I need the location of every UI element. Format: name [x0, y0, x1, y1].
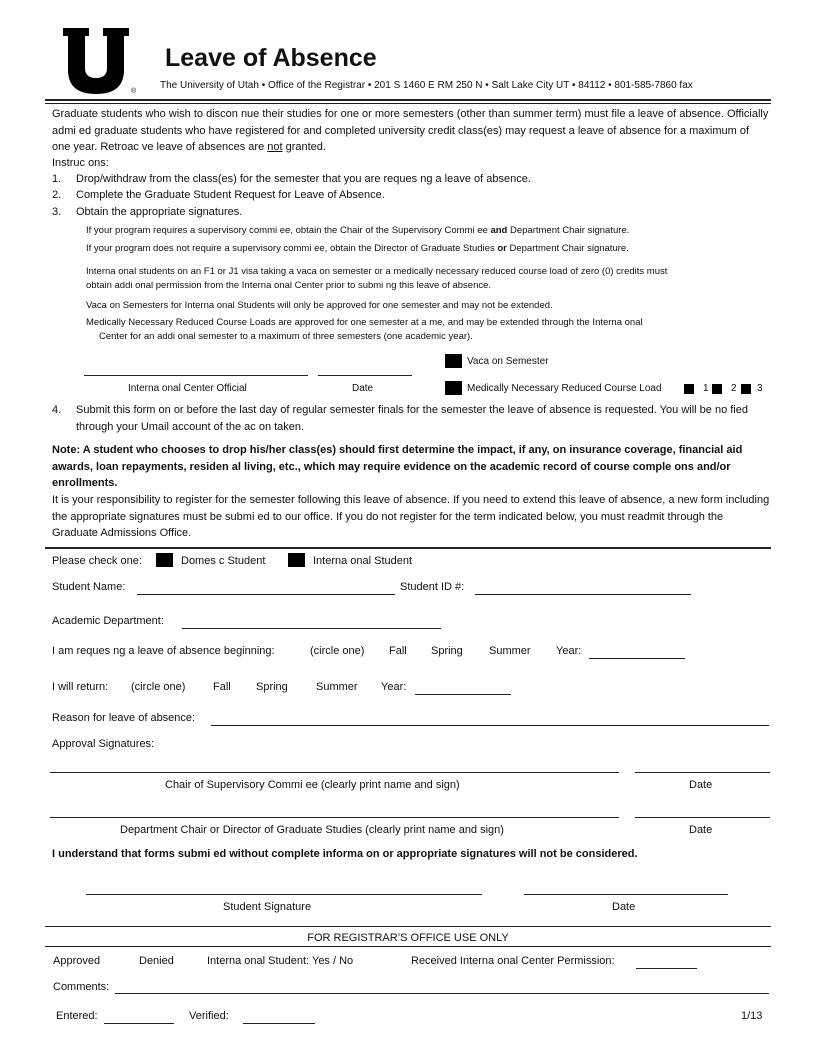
- load-option-2-checkbox[interactable]: [712, 384, 722, 394]
- student-date-field[interactable]: [524, 894, 728, 895]
- requesting-label: I am reques ng a leave of absence beginning:: [52, 645, 275, 657]
- registrar-divider-top: [45, 926, 771, 927]
- date-label: Date: [352, 383, 374, 394]
- registrar-divider-bottom: [45, 946, 771, 947]
- circle-one-label: (circle one): [310, 645, 365, 657]
- step-text: Drop/withdraw from the class(es) for the semester that you are reques ng a leave of absence.: [76, 173, 531, 185]
- reason-label: Reason for leave of absence:: [52, 712, 196, 724]
- reason-field[interactable]: [211, 725, 769, 726]
- student-signature-field[interactable]: [86, 894, 482, 895]
- chair-date-field[interactable]: [635, 772, 770, 773]
- domestic-student-label: Domes c Student: [181, 555, 266, 567]
- intl-official-date-field[interactable]: [318, 375, 412, 376]
- page-title: Leave of Absence: [165, 44, 377, 72]
- verified-label: Verified:: [189, 1010, 229, 1022]
- medical-load-label: Medically Necessary Reduced Course Load: [467, 383, 662, 394]
- circle-one-label: (circle one): [131, 681, 186, 693]
- vacation-semester-label: Vaca on Semester: [467, 356, 549, 367]
- term-option-fall[interactable]: Fall: [389, 645, 407, 657]
- year-label: Year:: [556, 645, 582, 657]
- international-student-label: Interna onal Student: [313, 555, 413, 567]
- vacation-semester-checkbox[interactable]: [445, 354, 462, 368]
- step-4-text: Submit this form on or before the last day of regular semester finals for the semester the leave of absence is requested. You will be no fied through your Umail account of the ac on taken.: [76, 404, 748, 433]
- medical-note-line2: Center for an addi onal semester to a maximum of three semesters (one academic year).: [99, 331, 473, 342]
- begin-year-field[interactable]: [589, 658, 685, 659]
- page-number: 1/13: [741, 1010, 763, 1022]
- domestic-student-checkbox[interactable]: [156, 553, 173, 567]
- term-option-summer[interactable]: Summer: [489, 645, 531, 657]
- registered-mark: ®: [131, 88, 137, 95]
- date-label: Date: [612, 901, 636, 913]
- return-option-spring[interactable]: Spring: [256, 681, 288, 693]
- medical-load-checkbox[interactable]: [445, 381, 462, 395]
- load-option-label: 1: [703, 383, 709, 394]
- comments-label: Comments:: [53, 981, 110, 993]
- verified-field[interactable]: [243, 1023, 315, 1024]
- section-divider: [45, 547, 771, 549]
- instructions-label: Instruc ons:: [52, 157, 109, 169]
- entered-label: Entered:: [56, 1010, 98, 1022]
- will-return-label: I will return:: [52, 681, 109, 693]
- completeness-warning: I understand that forms submi ed without complete informa on or appropriate signatures will not be considered.: [52, 848, 638, 860]
- date-label: Date: [689, 779, 713, 791]
- student-id-field[interactable]: [475, 594, 691, 595]
- dept-date-field[interactable]: [635, 817, 770, 818]
- note-paragraph: Note: A student who chooses to drop his/her class(es) should first determine the impact, if any, on insurance coverage, financial aid awards, loan repayments, residen al living, etc., which may require evidence on the academic record of course comple ons and/or enrollments.: [52, 444, 743, 490]
- chair-signature-field[interactable]: [50, 772, 619, 773]
- received-permission-label: Received Interna onal Center Permission:: [411, 955, 615, 967]
- step-number: 3.: [52, 206, 62, 218]
- international-note-line1: Interna onal students on an F1 or J1 visa taking a vaca on semester or a medically necessary reduced course load of zero (0) credits must: [86, 266, 668, 277]
- return-year-field[interactable]: [415, 694, 511, 695]
- step-number: 1.: [52, 173, 62, 185]
- load-option-label: 3: [757, 383, 763, 394]
- student-signature-label: Student Signature: [223, 901, 312, 913]
- approval-signatures-label: Approval Signatures:: [52, 738, 155, 750]
- intl-student-yes-no: Interna onal Student: Yes / No: [207, 955, 354, 967]
- load-option-label: 2: [731, 383, 737, 394]
- header-divider: [45, 99, 771, 101]
- international-note-line2: obtain addi onal permission from the Interna onal Center prior to submi ng this leave of absence.: [86, 280, 492, 291]
- vacation-note: Vaca on Semesters for Interna onal Students will only be approved for one semester and may not be extended.: [86, 300, 553, 311]
- date-label: Date: [689, 824, 713, 836]
- registrar-heading: FOR REGISTRAR’S OFFICE USE ONLY: [307, 932, 509, 944]
- dept-signature-label: Department Chair or Director of Graduate Studies (clearly print name and sign): [120, 824, 504, 836]
- dept-signature-field[interactable]: [50, 817, 619, 818]
- denied-label: Denied: [139, 955, 174, 967]
- responsibility-paragraph: It is your responsibility to register for the semester following this leave of absence. If you need to extend this leave of absence, a new form including the appropriate signatures must be submi ed to our office. If you do not register for the term indicated below, you must readmit through the Graduate Admissions Office.: [52, 494, 770, 540]
- return-option-fall[interactable]: Fall: [213, 681, 231, 693]
- academic-department-field[interactable]: [182, 628, 441, 629]
- step-text: Complete the Graduate Student Request for Leave of Absence.: [76, 189, 385, 201]
- medical-note-line1: Medically Necessary Reduced Course Loads are approved for one semester at a me, and may be extended through the Interna onal: [86, 317, 643, 328]
- chair-signature-label: Chair of Supervisory Commi ee (clearly print name and sign): [165, 779, 460, 791]
- supervisory-committee-note: If your program requires a supervisory commi ee, obtain the Chair of the Supervisory Commi ee and Department Chair signature.: [86, 225, 630, 236]
- step-text: Obtain the appropriate signatures.: [76, 206, 243, 218]
- intl-official-label: Interna onal Center Official: [128, 383, 247, 394]
- term-option-spring[interactable]: Spring: [431, 645, 463, 657]
- return-option-summer[interactable]: Summer: [316, 681, 358, 693]
- student-name-label: Student Name:: [52, 581, 126, 593]
- load-option-3-checkbox[interactable]: [741, 384, 751, 394]
- approved-label: Approved: [53, 955, 101, 967]
- intl-official-signature-field[interactable]: [84, 375, 308, 376]
- student-name-field[interactable]: [137, 594, 395, 595]
- step-number: 4.: [52, 404, 62, 416]
- office-address: The University of Utah • Office of the Registrar • 201 S 1460 E RM 250 N • Salt Lake City UT • 84112 • 801-585-7860 fax: [160, 80, 693, 91]
- international-student-checkbox[interactable]: [288, 553, 305, 567]
- year-label: Year:: [381, 681, 407, 693]
- load-option-1-checkbox[interactable]: [684, 384, 694, 394]
- academic-department-label: Academic Department:: [52, 615, 164, 627]
- received-permission-field[interactable]: [636, 968, 697, 969]
- university-logo: [63, 28, 129, 94]
- intro-paragraph: Graduate students who wish to discon nue their studies for one or more semesters (other than summer term) must file a leave of absence. Officially admi ed graduate students who have registered for and completed university credit class(es) may request a leave of absence for a maximum of one year. Retroac ve leave of absences are not granted.: [52, 108, 769, 154]
- check-one-label: Please check one:: [52, 555, 142, 567]
- entered-field[interactable]: [104, 1023, 174, 1024]
- student-id-label: Student ID #:: [400, 581, 465, 593]
- comments-field[interactable]: [115, 993, 769, 994]
- header-divider-thin: [45, 103, 771, 104]
- step-number: 2.: [52, 189, 62, 201]
- no-committee-note: If your program does not require a supervisory commi ee, obtain the Director of Graduate Studies or Department Chair signature.: [86, 243, 629, 254]
